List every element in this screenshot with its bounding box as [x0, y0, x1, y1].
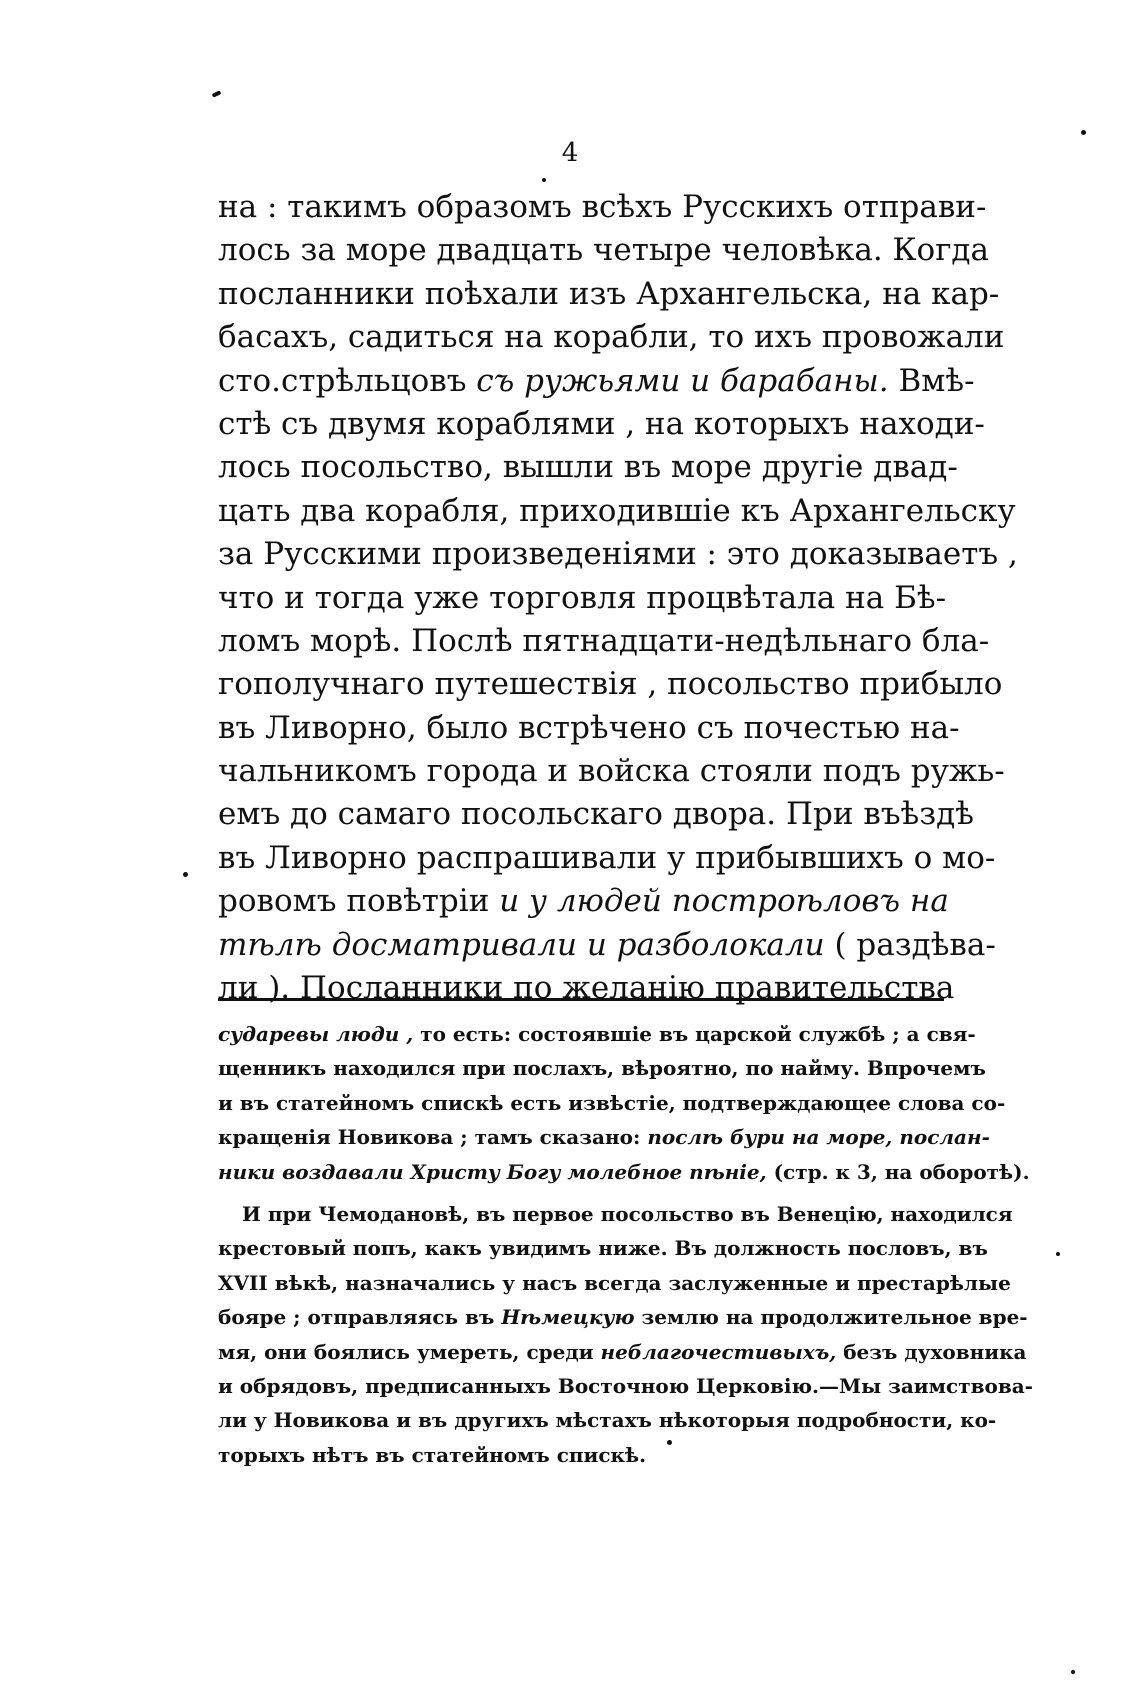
footnote-line: И при Чемодановѣ, въ первое посольство въ Венецію, находился: [242, 1201, 1013, 1226]
italic-segment: неблагочестивыхъ,: [600, 1339, 837, 1364]
text-line: басахъ, садиться на корабли, то ихъ провожали: [218, 319, 1005, 356]
text-line: въ Ливорно распрашивали у прибывшихъ о мо-: [218, 839, 996, 876]
text-line: [218, 360, 975, 403]
text-line: чальникомъ города и войска стояли подъ ружь-: [218, 753, 1005, 790]
italic-segment: сударевы люди ,: [218, 1022, 414, 1046]
text-segment: (стр. к 3, на оборотѣ).: [773, 1159, 1030, 1184]
text-segment: то есть: состоявшіе въ царской службѣ ; а свя-: [420, 1022, 976, 1046]
text-segment: бояре ; отправляясь въ: [218, 1305, 495, 1330]
text-line: въ Ливорно, было встрѣчено съ почестью на-: [218, 709, 960, 746]
italic-segment: и у людей построѣловъ на: [499, 883, 949, 920]
footnote-line: [218, 1120, 990, 1154]
footnote-line: торыхъ нѣтъ въ статейномъ спискѣ.: [218, 1442, 647, 1467]
text-line: емъ до самаго посольскаго двора. При въѣздѣ: [218, 796, 974, 833]
text-line: посланники поѣхали изъ Архангельска, на кар-: [218, 275, 1000, 312]
text-line: лось посольство, вышли въ море другіе двад-: [218, 449, 958, 486]
scan-speck: [212, 90, 222, 97]
text-segment: ( раздѣва-: [834, 926, 996, 963]
text-line: лось за море двадцать четыре человѣка. Когда: [218, 232, 990, 269]
text-line: гополучнаго путешествія , посольство прибыло: [218, 666, 1003, 703]
text-line: стѣ съ двумя кораблями , на которыхъ находи-: [218, 405, 985, 442]
text-segment: землю на продолжительное вре-: [641, 1305, 1028, 1330]
italic-segment: тѣлѣ досматривали и разболокали: [218, 926, 825, 963]
text-segment: Вмѣ-: [898, 362, 975, 399]
italic-segment: Нѣмецкую: [501, 1305, 635, 1330]
footnote: [218, 1017, 1033, 1472]
text-line: ломъ морѣ. Послѣ пятнадцати-недѣльнаго бла-: [218, 622, 990, 659]
text-segment: безъ духовника: [843, 1339, 1027, 1364]
italic-segment: ники воздавали Христу Богу молебное пѣніе,: [218, 1159, 767, 1184]
scan-speck: [1081, 130, 1086, 135]
footnote-line: [218, 1300, 1028, 1334]
text-line: цать два корабля, приходившіе къ Архангельску: [218, 492, 1016, 529]
footnote-line: [218, 1017, 976, 1051]
scan-speck: [667, 1440, 672, 1445]
text-line: [218, 924, 996, 967]
italic-segment: съ ружьями и барабаны.: [476, 362, 889, 399]
scan-speck: [542, 178, 546, 182]
scan-speck: [1071, 1670, 1075, 1674]
page-number: 4: [561, 138, 579, 168]
footnote-line: крестовый попъ, какъ увидимъ ниже. Въ должность пословъ, въ: [218, 1236, 988, 1261]
text-segment: сто.стрѣльцовъ: [218, 362, 467, 399]
footnote-line: XVII вѣкѣ, назначались у насъ всегда заслуженные и престарѣлые: [218, 1270, 1011, 1295]
footnote-line: и въ статейномъ спискѣ есть извѣстіе, подтверждающее слова со-: [218, 1090, 1006, 1115]
text-line: ли ). Посланники по желанію правительства: [218, 970, 955, 1007]
footnote-line: щенникъ находился при послахъ, вѣроятно, по найму. Впрочемъ: [218, 1056, 986, 1081]
text-line: [218, 880, 949, 923]
scan-speck: [183, 872, 188, 877]
text-line: за Русскими произведеніями : это доказываетъ ,: [218, 536, 1018, 573]
scan-speck: [1056, 1252, 1060, 1256]
text-line: что и тогда уже торговля процвѣтала на Бѣ-: [218, 579, 947, 616]
text-segment: ровомъ повѣтріи: [218, 883, 490, 920]
italic-segment: послѣ бури на море, послан-: [647, 1125, 990, 1150]
footnote-line: [218, 1335, 1027, 1369]
main-text: [218, 186, 1018, 1010]
text-line: на : такимъ образомъ всѣхъ Русскихъ отправи-: [218, 189, 987, 225]
text-segment: кращенія Новикова ; тамъ сказано:: [218, 1125, 641, 1150]
text-segment: мя, они боялись умереть, среди: [218, 1339, 594, 1364]
footnote-line: и обрядовъ, предписанныхъ Восточною Церковію.—Мы заимствова-: [218, 1373, 1033, 1398]
footnote-divider: [218, 998, 944, 1001]
footnote-line: [218, 1155, 1030, 1189]
footnote-line: ли у Новикова и въ другихъ мѣстахъ нѣкоторыя подробности, ко-: [218, 1408, 997, 1433]
